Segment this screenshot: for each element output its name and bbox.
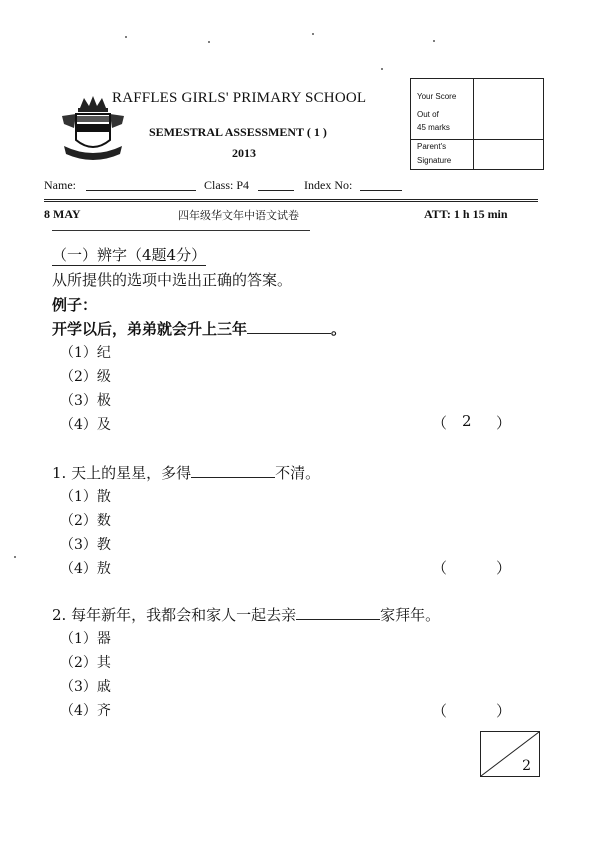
section-instruction: 从所提供的选项中选出正确的答案。: [52, 271, 293, 289]
option-item: （2）级: [60, 369, 111, 385]
option-item: （1）纪: [60, 345, 111, 361]
option-item: （4）齐: [60, 703, 111, 719]
option-item: （2）其: [60, 655, 111, 671]
assessment-year: 2013: [232, 146, 256, 160]
page-score-box: [480, 731, 540, 777]
question-1: [52, 462, 320, 483]
exam-date: 8 MAY: [44, 207, 81, 221]
option-item: （3）戚: [60, 679, 111, 695]
question-text: 不清。: [275, 464, 321, 482]
assessment-title: SEMESTRAL ASSESSMENT ( 1 ): [149, 125, 327, 139]
page-number: 2: [522, 758, 531, 774]
option-item: （4）敖: [60, 561, 111, 577]
name-field[interactable]: [86, 178, 196, 195]
score-box-divider: [473, 79, 474, 169]
divider: [52, 230, 310, 231]
your-score-label: Your Score: [417, 92, 457, 101]
answer-slot: （ 2 ）: [432, 412, 512, 432]
example-question: [52, 318, 346, 339]
divider: [44, 199, 538, 200]
paper-title: 四年级华文年中语文试卷: [178, 209, 299, 222]
paper-info: [44, 207, 538, 223]
answer-blank[interactable]: [191, 463, 275, 478]
index-label: Index No:: [304, 178, 353, 192]
class-label: Class: P4: [204, 178, 250, 192]
question-text: 。: [331, 320, 347, 338]
question-text: 开学以后，弟弟就会升上三年: [52, 320, 248, 338]
answer-slot[interactable]: （ ）: [432, 702, 512, 720]
answer-blank: [247, 319, 331, 334]
question-text: 家拜年。: [380, 606, 441, 624]
question-2: [52, 604, 440, 625]
index-field[interactable]: [360, 178, 402, 195]
name-label: Name:: [44, 178, 76, 192]
option-item: （3）极: [60, 393, 111, 409]
section-title-text: （一）辨字（4题4分）: [52, 246, 207, 264]
out-of-label: Out of: [417, 110, 439, 119]
divider: [44, 201, 538, 202]
option-item: （2）数: [60, 513, 111, 529]
signature-label: Signature: [417, 156, 452, 165]
option-item: （4）及: [60, 417, 111, 433]
answer-blank[interactable]: [296, 605, 380, 620]
student-fields: [44, 178, 524, 196]
section-title: [52, 244, 206, 265]
option-item: （1）散: [60, 489, 111, 505]
question-text: 2. 每年新年，我都会和家人一起去亲: [52, 606, 297, 624]
marks-label: 45 marks: [417, 123, 450, 132]
school-name: RAFFLES GIRLS' PRIMARY SCHOOL: [112, 90, 367, 106]
question-text: 1. 天上的星星，多得: [52, 464, 192, 482]
class-field[interactable]: [258, 178, 294, 195]
example-label: 例子：: [52, 296, 98, 314]
option-item: （1）器: [60, 631, 111, 647]
parents-label: Parent's: [417, 142, 447, 151]
example-answer: 2: [462, 412, 472, 430]
answer-slot[interactable]: （ ）: [432, 559, 512, 577]
exam-duration: ATT: 1 h 15 min: [424, 207, 508, 221]
option-item: （3）教: [60, 537, 111, 553]
score-box-divider: [411, 139, 543, 140]
score-box: [410, 78, 544, 170]
